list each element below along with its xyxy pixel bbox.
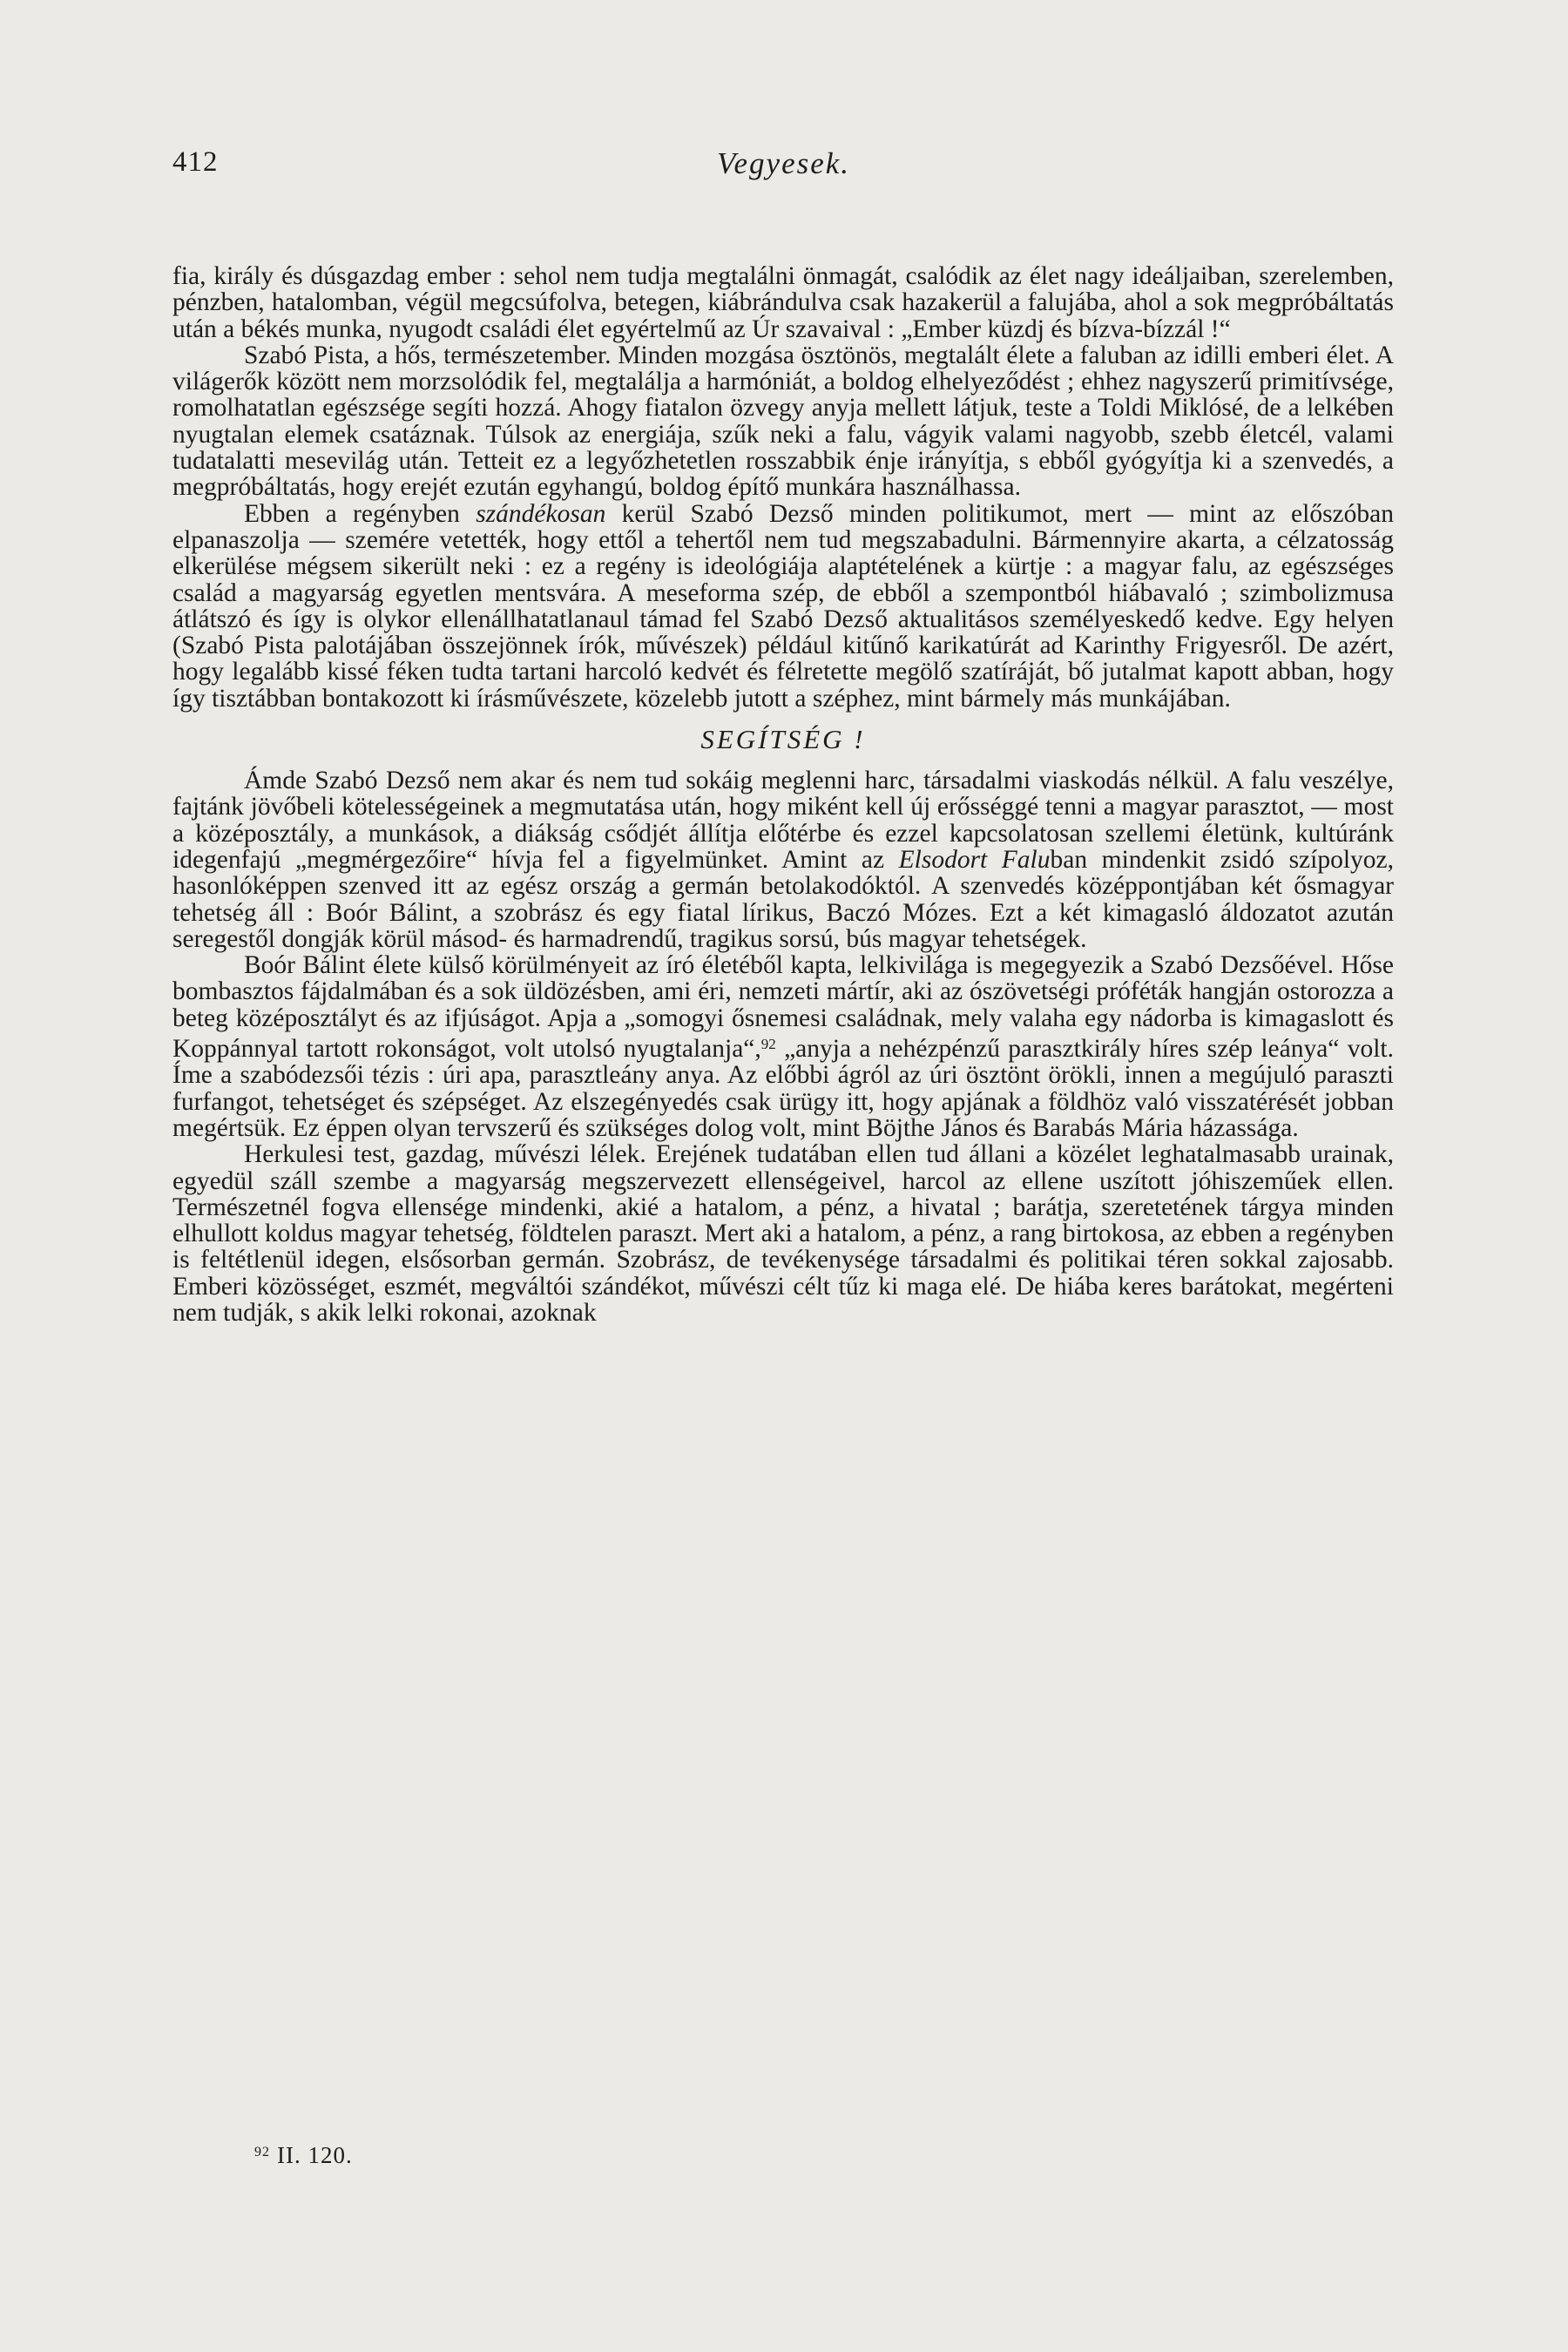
- text-run: Ebben a regényben: [244, 499, 476, 528]
- paragraph-boor-balint: [172, 952, 1394, 1141]
- footnote: [254, 2142, 353, 2169]
- paragraph-amde: [172, 767, 1394, 952]
- paragraph: Szabó Pista, a hős, természetember. Minden mozgása ösztönös, megtalált élete a faluban az idilli emberi élet. A világerők között nem morzsolódik fel, megtalálja a harmóniát, a boldog elhelyeződést ; ehhez nagyszerű primitívsége, romolhatatlan egészsége segíti hozzá. Ahogy fiatalon özvegy anyja mellett látjuk, teste a Toldi Miklósé, de a lelkében nyugtalan elemek csatáznak. Túlsok az energiája, szűk neki a falu, vágyik valami nagyobb, szebb életcél, valami tudatalatti mesevilág után. Tetteit ez a legyőzhetetlen rosszabbik énje irányítja, s ebből gyógyítja ki a szenvedés, a megpróbáltatás, hogy erejét ezután egyhangú, boldog építő munkára használhassa.: [172, 341, 1394, 502]
- footnote-text: II. 120.: [277, 2142, 353, 2168]
- text-run: Ámde Szabó Dezső nem akar és nem tud sokáig meglenni harc, társadalmi viaskodás nélkül. A falu veszélye, fajtánk jövőbeli kötelességeinek a megmutatása után, hogy miként kell új erősséggé tenni a magyar parasztot, — most a középosztály, a munkások, a diákság csődjét állítja előtérbe és ezzel kapcsolatosan szellemi életünk, kultúránk idegenfajú „megmérgezőire“ hívja fel a figyelmünket. Amint az: [172, 767, 1394, 874]
- paragraph-herkulesi: Herkulesi test, gazdag, művészi lélek. Erejének tudatában ellen tud állani a közélet leghatalmasabb urainak, egyedül száll szembe a magyarság megszervezett ellenségeivel, harcol az ellene uszított jóhiszeműek ellen. Természetnél fogva ellensége mindenki, akié a hatalom, a pénz, a hivatal ; barátja, szeretetének tárgya minden elhullott koldus magyar tehetség, földtelen paraszt. Mert aki a hatalom, a pénz, a rang birtokosa, az ebben a regényben is feltétlenül idegen, elsősorban germán. Szobrász, de tevékenysége társadalmi és politikai téren sokkal zajosabb. Emberi közösséget, eszmét, megváltói szándékot, művészi célt tűz ki maga elé. De hiába keres barátokat, megérteni nem tudják, s akik lelki rokonai, azoknak: [172, 1140, 1394, 1327]
- footnote-reference[interactable]: 92: [760, 1036, 776, 1053]
- italic-emphasis: szándékosan: [476, 499, 606, 528]
- text-run: ban mindenkit zsidó szípolyoz, hasonlóképpen szenved itt az egész ország a germán betolakodóktól. A szenvedés középpontjában két ősmagyar tehetség áll : Boór Bálint, a szobrász és egy fiatal lírikus, Baczó Mózes. Ezt a két kimagasló áldozatot azután seregestől dongják körül másod- és harmadrendű, tragikus sorsú, bús magyar tehetségek.: [172, 845, 1394, 953]
- running-head: Vegyesek.: [717, 146, 851, 180]
- paragraph-continued: fia, király és dúsgazdag ember : sehol nem tudja megtalálni önmagát, csalódik az élet nagy ideáljaiban, szerelemben, pénzben, hatalomban, végül megcsúfolva, betegen, kiábrándulva csak hazakerül a falujába, ahol a sok megpróbáltatás után a békés munka, nyugodt családi élet egyértelmű az Úr szavaival : „Ember küzdj és bízva-bízzál !“: [172, 262, 1394, 343]
- text-run: „anyja a nehézpénzű parasztkirály híres szép leánya“ volt. Íme a szabódezsői tézis : úri apa, parasztleány anya. Az előbbi ágról az úri ösztönt örökli, innen a megújuló paraszti furfangot, tehetséget és szépséget. Az elszegényedés csak ürügy itt, hogy apjának a földhöz való visszatérését jobban megértsük. Ez éppen olyan tervszerű és szükséges dolog volt, mint Böjthe János és Barabás Mária házassága.: [172, 1035, 1394, 1142]
- page-body: [172, 263, 1394, 1326]
- text-run: Boór Bálint élete külső körülményeit az író életéből kapta, lelkivilága is megegyezik a Szabó Dezsőével. Hőse bombasztos fájdalmában és a sok üldözésben, ami éri, nemzeti mártír, aki az ószövetségi próféták hangján ostorozza a beteg középosztályt és az ifjúságot. Apja a „somogyi ősnemesi családnak, mely valaha egy nádorba is kimagaslott és Koppánnyal tartott rokonságot, volt utolsó nyugtalanja“,: [172, 951, 1394, 1064]
- page-number: 412: [172, 146, 219, 178]
- page-header: [172, 146, 1394, 190]
- text-run: kerül Szabó Dezső minden politikumot, mert — mint az előszóban elpanaszolja — szemére vetették, hogy ettől a tehertől nem tud megszabadulni. Bármennyire akarta, a célzatosság elkerülése mégsem sikerült neki : ez a regény is ideológiája alaptételének a kürtje : a magyar falu, az egészséges család a magyarság egyetlen mentsvára. A meseforma szép, de ebből a szempontból hiábavaló ; szimbolizmusa átlátszó és így is olykor ellenállhatatlanaul támad fel Szabó Dezső aktualitásos személyeskedő kedve. Egy helyen (Szabó Pista palotájában összejönnek írók, művészek) például kitűnő karikatúrát ad Karinthy Frigyesről. De azért, hogy legalább kissé féken tudta tartani harcoló kedvét és félretette megölő szatíráját, bő jutalmat kapott abban, hogy így tisztábban bontakozott ki írásművészete, közelebb jutott a széphez, mint bármely más munkájában.: [172, 499, 1394, 713]
- paragraph-szandekosan: [172, 501, 1394, 712]
- italic-book-title: Elsodort Falu: [898, 845, 1051, 874]
- footnote-number: 92: [254, 2145, 270, 2159]
- section-title: SEGÍTSÉG !: [700, 724, 866, 755]
